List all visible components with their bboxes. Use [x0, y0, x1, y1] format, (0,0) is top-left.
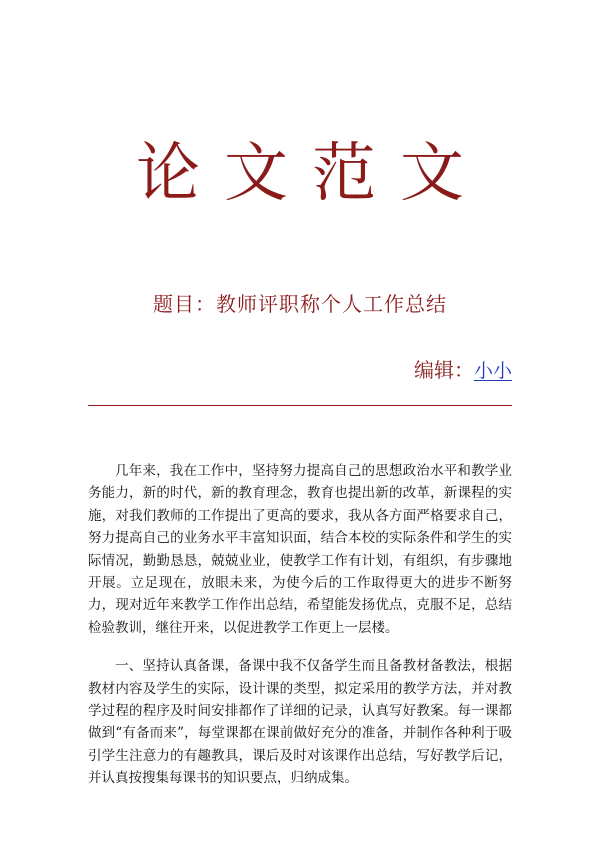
editor-name-link[interactable]: 小小 — [473, 360, 512, 382]
body-text — [88, 460, 512, 806]
essay-subtitle: 题目：教师评职称个人工作总结 — [153, 292, 447, 316]
editor-label: 编辑： — [413, 358, 474, 382]
title-divider — [88, 405, 512, 406]
main-title: 论文范文 — [136, 137, 488, 211]
paragraph: 一、坚持认真备课，备课中我不仅备学生而且备教材备教法，根据教材内容及学生的实际，设计课的类型，拟定采用的教学方法，并对教学过程的程序及时间安排都作了详细的记录，认真写好教案。每一课都做到“有备而来”，每堂课都在课前做好充分的准备，并制作各种利于吸引学生注意力的有趣教具，课后及时对该课作出总结，写好教学后记，并认真按搜集每课书的知识要点，归纳成集。 — [88, 658, 512, 787]
paragraph: 几年来，我在工作中，坚持努力提高自己的思想政治水平和教学业务能力，新的时代，新的教育理念，教育也提出新的改革，新课程的实施，对我们教师的工作提出了更高的要求，我从各方面严格要求自己，努力提高自己的业务水平丰富知识面，结合本校的实际条件和学生的实际情况，勤勤恳恳，兢兢业业，使教学工作有计划，有组织，有步骤地开展。立足现在，放眼未来，为使今后的工作取得更大的进步不断努力，现对近年来教学工作作出总结，希望能发扬优点，克服不足，总结检验教训，继往开来，以促进教学工作更上一层楼。 — [88, 463, 512, 636]
editor-line — [414, 356, 512, 385]
